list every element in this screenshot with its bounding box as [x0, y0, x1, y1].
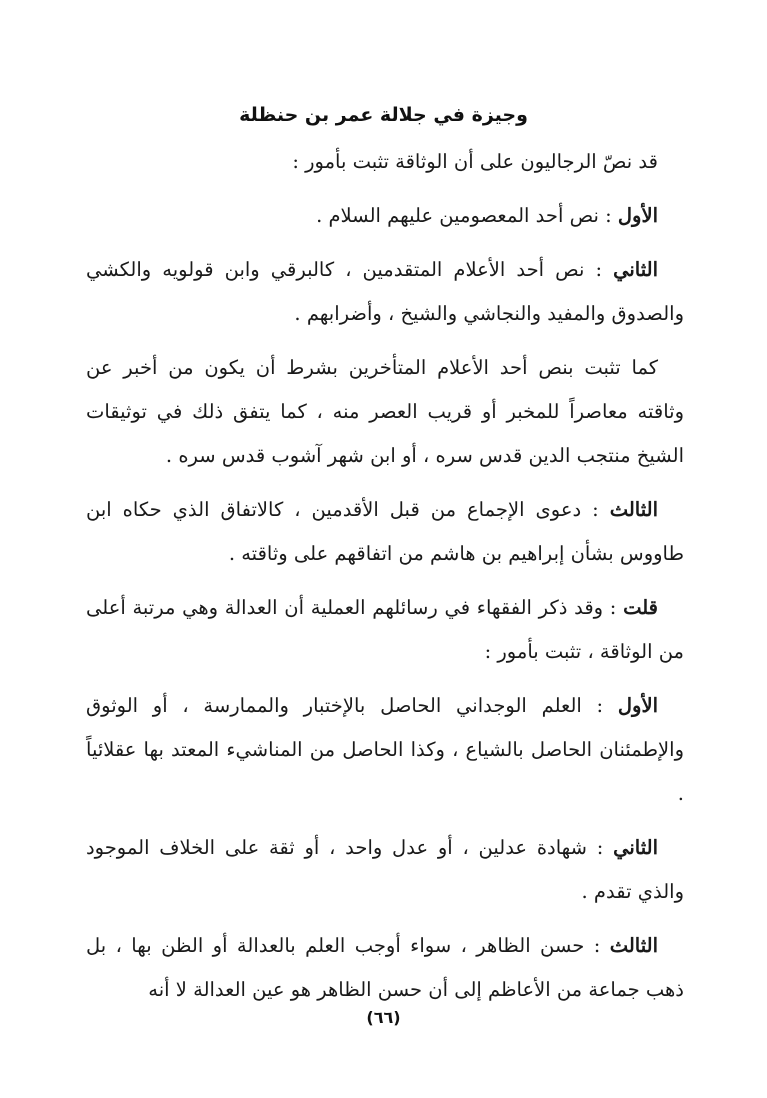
paragraph	[86, 924, 684, 1012]
page-header-title: وجيزة في جلالة عمر بن حنظلة	[239, 104, 528, 126]
paragraph-lead: الأول	[617, 204, 658, 227]
paragraph-text: : العلم الوجداني الحاصل بالإختبار والممارسة ، أو الوثوق والإطمئنان الحاصل بالشياع ، وكذا الحاصل من المناشيء المعتد بها عقلائياً .	[86, 694, 684, 805]
paragraph	[86, 586, 684, 674]
paragraph	[86, 248, 684, 336]
paragraph	[86, 194, 684, 238]
paragraph	[86, 684, 684, 816]
page-number: (٦٦)	[366, 1008, 401, 1027]
paragraph-text: كما تثبت بنص أحد الأعلام المتأخرين بشرط أن يكون من أخبر عن وثاقته معاصراً للمخبر أو قريب العصر منه ، كما يتفق ذلك في توثيقات الشيخ منتجب الدين قدس سره ، أو ابن شهر آشوب قدس سره .	[86, 356, 684, 467]
paragraph-text: : نص أحد الأعلام المتقدمين ، كالبرقي وابن قولويه والكشي والصدوق والمفيد والنجاشي والشيخ ، وأضرابهم .	[86, 258, 684, 325]
paragraph	[86, 346, 684, 478]
paragraph	[86, 488, 684, 576]
paragraph	[86, 826, 684, 914]
paragraph-lead: الثالث	[609, 498, 658, 521]
paragraph-lead: الثالث	[609, 934, 658, 957]
paragraph-text: : حسن الظاهر ، سواء أوجب العلم بالعدالة أو الظن بها ، بل ذهب جماعة من الأعاظم إلى أن حسن الظاهر هو عين العدالة لا أنه	[86, 934, 684, 1001]
paragraph-text: : شهادة عدلين ، أو عدل واحد ، أو ثقة على الخلاف الموجود والذي تقدم .	[86, 836, 684, 903]
paragraph-text: قد نصّ الرجاليون على أن الوثاقة تثبت بأمور :	[292, 150, 658, 173]
page-body	[86, 140, 684, 1022]
paragraph-text: : وقد ذكر الفقهاء في رسائلهم العملية أن العدالة وهي مرتبة أعلى من الوثاقة ، تثبت بأمور :	[86, 596, 684, 663]
paragraph-lead: قلت	[623, 596, 658, 619]
paragraph	[86, 140, 684, 184]
paragraph-text: : دعوى الإجماع من قبل الأقدمين ، كالاتفاق الذي حكاه ابن طاووس بشأن إبراهيم بن هاشم من اتفاقهم على وثاقته .	[86, 498, 684, 565]
paragraph-lead: الثاني	[613, 836, 658, 859]
paragraph-lead: الأول	[617, 694, 658, 717]
paragraph-text: : نص أحد المعصومين عليهم السلام .	[316, 204, 618, 227]
paragraph-lead: الثاني	[613, 258, 658, 281]
